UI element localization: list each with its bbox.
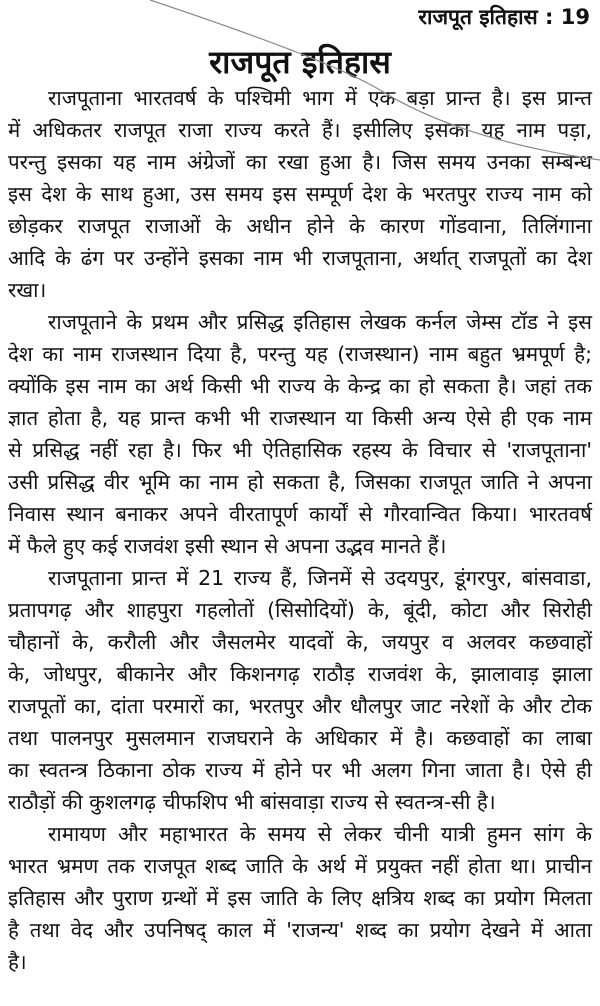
text-line: रखा। <box>8 278 47 302</box>
text-line: राजपूताना भारतवर्ष के पश्चिमी भाग में एक बड़ा प्रान्त है। इस प्रान्त <box>48 86 592 110</box>
text-line: है तथा वेद और उपनिषद् काल में 'राजन्य' शब्द का प्रयोग देखने में आता <box>8 918 592 942</box>
text-line: भारत भ्रमण तक राजपूत शब्द जाति के अर्थ में प्रयुक्त नहीं होता था। प्राचीन <box>8 854 592 878</box>
running-header: राजपूत इतिहास : 19 <box>418 5 590 29</box>
text-line: इस देश के साथ हुआ, उस समय इस सम्पूर्ण देश के भरतपुर राज्य नाम को <box>8 182 592 206</box>
body-text <box>8 82 592 978</box>
text-line: राठौड़ों की कुशलगढ़ चीफशिप भी बांसवाड़ा राज्य से स्वतन्त्र-सी है। <box>8 790 496 814</box>
text-line: तथा पालनपुर मुसलमान राजघराने के अधिकार में है। कछवाहों का लाबा <box>8 726 592 750</box>
text-line: छोड़कर राजपूत राजाओं के अधीन होने के कारण गोंडवाना, तिलिंगाना <box>8 214 592 238</box>
chapter-title: राजपूत इतिहास <box>209 43 391 81</box>
text-line: चौहानों के, करौली और जैसलमेर यादवों के, जयपुर व अलवर कछवाहों <box>8 630 592 654</box>
text-line: प्रतापगढ़ और शाहपुरा गहलोतों (सिसोदियों) के, बूंदी, कोटा और सिरोही <box>8 598 592 622</box>
text-line: रामायण और महाभारत के समय से लेकर चीनी यात्री हुमन सांग के <box>48 822 592 846</box>
text-line: निवास स्थान बनाकर अपने वीरतापूर्ण कार्यों से गौरवान्वित किया। भारतवर्ष <box>8 502 592 526</box>
text-line: राजपूताना प्रान्त में 21 राज्य हैं, जिनमें से उदयपुर, डूंगरपुर, बांसवाडा, <box>48 566 592 590</box>
text-line: से प्रसिद्ध नहीं रहा है। फिर भी ऐतिहासिक रहस्य के विचार से 'राजपूताना' <box>8 438 592 462</box>
text-line: राजपूताने के प्रथम और प्रसिद्ध इतिहास लेखक कर्नल जेम्स टॉड ने इस <box>48 310 592 334</box>
text-line: ज्ञात होता है, यह प्रान्त कभी भी राजस्थान या किसी अन्य ऐसे ही एक नाम <box>8 406 592 430</box>
text-line: इतिहास और पुराण ग्रन्थों में इस जाति के लिए क्षत्रिय शब्द का प्रयोग मिलता <box>8 886 592 910</box>
text-line: है। <box>8 950 27 974</box>
text-line: देश का नाम राजस्थान दिया है, परन्तु यह (राजस्थान) नाम बहुत भ्रमपूर्ण है; <box>8 342 592 366</box>
text-line: का स्वतन्त्र ठिकाना ठोक राज्य में होने पर भी अलग गिना जाता है। ऐसे ही <box>8 758 592 782</box>
text-line: आदि के ढंग पर उन्होंने इसका नाम भी राजपूताना, अर्थात् राजपूतों का देश <box>8 246 592 270</box>
text-line: के, जोधपुर, बीकानेर और किशनगढ़ राठौड़ राजवंश के, झालावाड़ झाला <box>8 662 592 686</box>
text-line: क्योंकि इस नाम का अर्थ किसी भी राज्य के केन्द्र का हो सकता है। जहां तक <box>8 374 592 398</box>
text-line: राजपूतों का, दांता परमारों का, भरतपुर और धौलपुर जाट नरेशों के और टोक <box>8 694 592 718</box>
text-line: में अधिकतर राजपूत राजा राज्य करते हैं। इसीलिए इसका यह नाम पड़ा, <box>8 118 592 142</box>
text-line: परन्तु इसका यह नाम अंग्रेजों का रखा हुआ है। जिस समय उनका सम्बन्ध <box>8 150 592 174</box>
text-line: उसी प्रसिद्ध वीर भूमि का नाम हो सकता है, जिसका राजपूत जाति ने अपना <box>8 470 592 494</box>
text-line: में फैले हुए कई राजवंश इसी स्थान से अपना उद्भव मानते हैं। <box>8 534 447 558</box>
